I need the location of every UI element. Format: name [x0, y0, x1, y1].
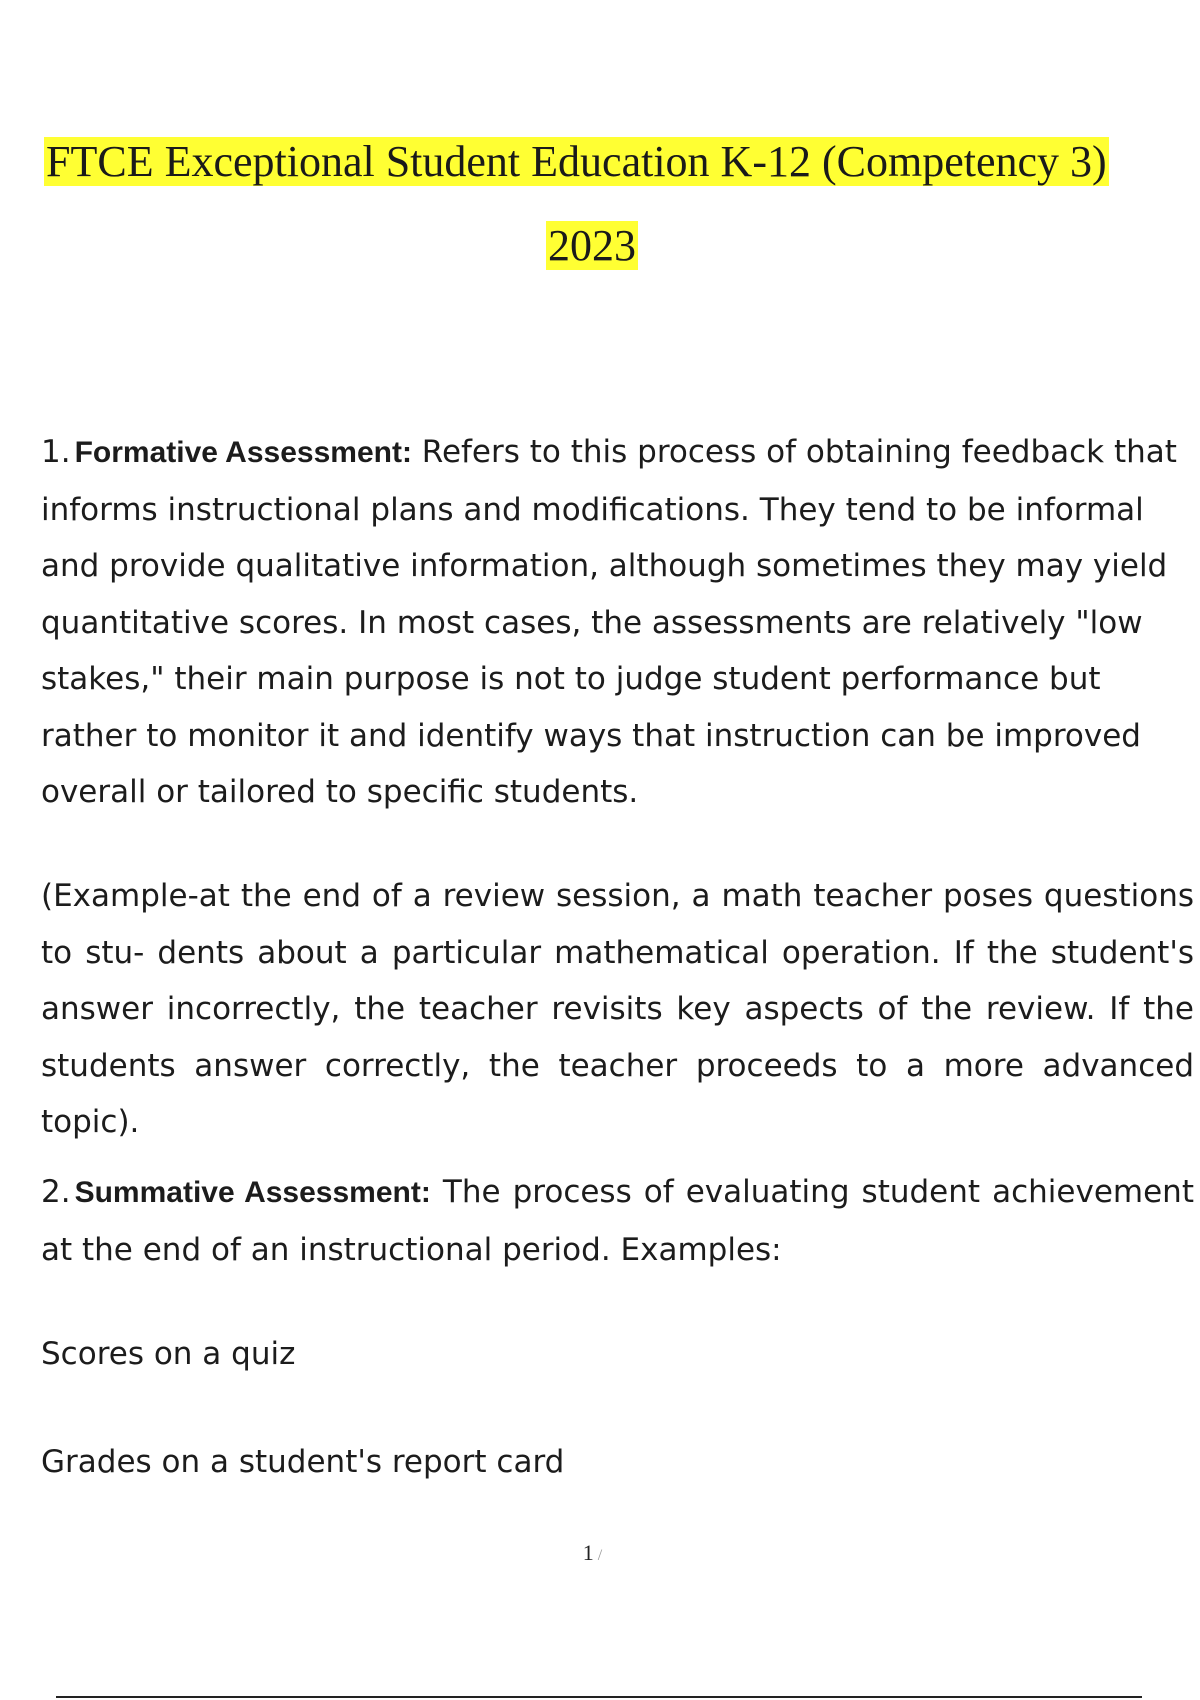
- summative-example-2: [41, 1434, 1194, 1491]
- item-1-example-text: (Example-at the end of a review session, a math teacher poses questions to stu- dents about a particular mathematical operation. If the student's answer incorrectly, the teacher revisits key aspects of the review. If the students answer correctly, the teacher proceeds to a more advanced topic).: [41, 878, 1194, 1140]
- item-2-definition: The process of evaluating student achievement at the end of an instructional period. Examples:: [41, 1174, 1194, 1268]
- title-year-highlight: 2023: [548, 221, 636, 270]
- page-number-value: 1: [582, 1540, 594, 1565]
- item-2-paragraph: [41, 1164, 1194, 1278]
- item-summative-assessment: [41, 1164, 1194, 1278]
- item-1-example: [41, 868, 1194, 1151]
- summative-example-2-text: Grades on a student's report card: [41, 1444, 565, 1480]
- summative-example-1-text: Scores on a quiz: [41, 1336, 296, 1372]
- summative-example-1: [41, 1326, 1194, 1383]
- title-line-2: [44, 218, 1200, 274]
- item-2-term: Summative Assessment:: [74, 1176, 431, 1209]
- document-title: [44, 134, 1200, 274]
- item-1-term: Formative Assessment:: [74, 436, 412, 469]
- title-line-1: [44, 134, 1200, 190]
- item-1-number: 1.: [41, 434, 71, 470]
- footer-divider: [56, 1696, 1142, 1698]
- page-number-separator: /: [597, 1547, 603, 1564]
- item-formative-assessment: [41, 424, 1194, 821]
- page-number: [0, 1540, 1200, 1566]
- item-2-number: 2.: [41, 1174, 71, 1210]
- title-highlight: FTCE Exceptional Student Education K-12 (Competency 3): [46, 137, 1107, 186]
- item-1-definition: Refers to this process of obtaining feedback that informs instructional plans and modifications. They tend to be informal and provide qualitative information, although sometimes they may yield quantitative scores. In most cases, the assessments are relatively "low stakes," their main purpose is not to judge student performance but rather to monitor it and identify ways that instruction can be improved overall or tailored to specific students.: [41, 434, 1177, 810]
- item-1-paragraph: [41, 424, 1194, 821]
